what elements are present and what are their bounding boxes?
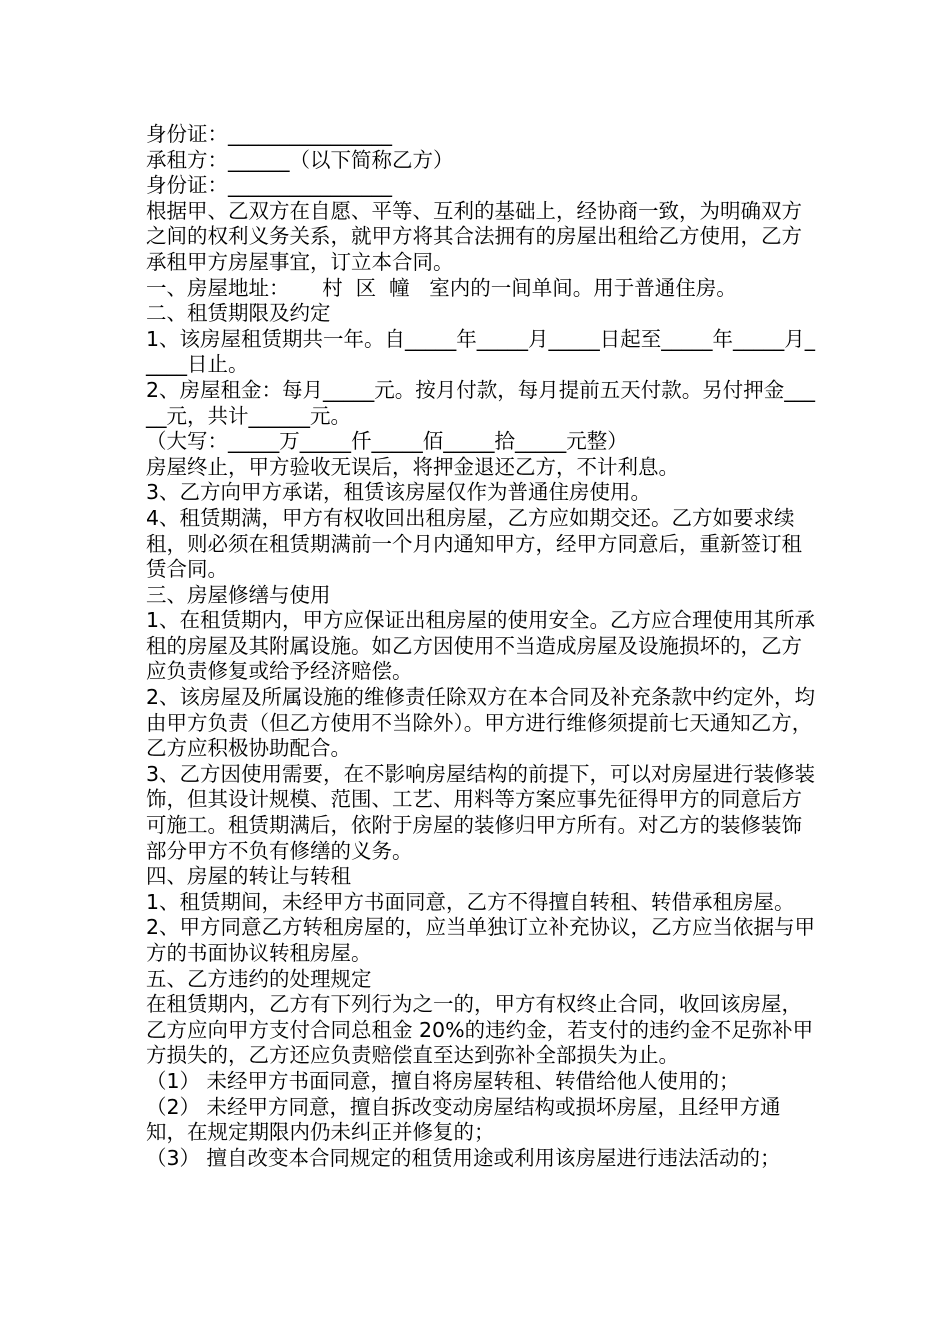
id-card-line-lessor: 身份证：________________	[146, 122, 392, 146]
section-heading-address: 一、房屋地址： 村 区 幢 室内的一间单间。用于普通住房。	[146, 275, 737, 300]
clause-repair-2: 2、该房屋及所属设施的维修责任除双方在本合同及补充条款中约定外，均由甲方负责（但乙方使用不当除外）。甲方进行维修须提前七天通知乙方，乙方应积极协助配合。	[146, 685, 816, 761]
clause-term-period: 1、该房屋租赁期共一年。自_____年_____月_____日起至_____年_____月_____日止。	[146, 326, 816, 377]
clause-breach-intro: 在租赁期内，乙方有下列行为之一的，甲方有权终止合同，收回该房屋，乙方应向甲方支付合同总租金 20%的违约金，若支付的违约金不足弥补甲方损失的，乙方还应负责赔偿直至达到弥补全部损失为止。	[146, 992, 814, 1068]
section-heading-sublease: 四、房屋的转让与转租	[146, 864, 351, 889]
id-card-line-lessee: 身份证：________________	[146, 173, 392, 198]
clause-breach-item-1: （1） 未经甲方书面同意，擅自将房屋转租、转借给他人使用的；	[146, 1068, 740, 1093]
clause-lease-expiry: 4、租赁期满，甲方有权收回出租房屋，乙方应如期交还。乙方如要求续租，则必须在租赁期满前一个月内通知甲方，经甲方同意后，重新签订租赁合同。	[146, 505, 802, 582]
clause-deposit-return: 房屋终止，甲方验收无误后，将押金退还乙方，不计利息。	[146, 454, 679, 479]
clause-breach-item-3: （3） 擅自改变本合同规定的租赁用途或利用该房屋进行违法活动的；	[146, 1145, 781, 1170]
preamble-paragraph: 根据甲、乙双方在自愿、平等、互利的基础上，经协商一致，为明确双方之间的权利义务关系，就甲方将其合法拥有的房屋出租给乙方使用，乙方承租甲方房屋事宜，订立本合同。	[146, 198, 802, 274]
section-heading-breach: 五、乙方违约的处理规定	[146, 966, 372, 991]
clause-usage-promise: 3、乙方向甲方承诺，租赁该房屋仅作为普通住房使用。	[146, 480, 652, 505]
clause-breach-item-2: （2） 未经甲方同意，擅自拆改变动房屋结构或损坏房屋，且经甲方通知，在规定期限内仍未纠正并修复的；	[146, 1094, 781, 1145]
section-heading-term: 二、租赁期限及约定	[146, 301, 331, 326]
clause-repair-3: 3、乙方因使用需要，在不影响房屋结构的前提下，可以对房屋进行装修装饰，但其设计规模、范围、工艺、用料等方案应事先征得甲方的同意后方可施工。租赁期满后，依附于房屋的装修归甲方所有。对乙方的装修装饰部分甲方不负有修缮的义务。	[146, 761, 816, 863]
clause-repair-1: 1、在租赁期内，甲方应保证出租房屋的使用安全。乙方应合理使用其所承租的房屋及其附属设施。如乙方因使用不当造成房屋及设施损坏的，乙方应负责修复或给予经济赔偿。	[146, 608, 816, 684]
clause-rent: 2、房屋租金：每月_____元。按月付款，每月提前五天付款。另付押金_____元，共计______元。	[146, 377, 816, 428]
clause-rent-capital: （大写：_____万_____仟_____佰_____拾_____元整）	[146, 429, 628, 454]
clause-sublease-1: 1、租赁期间，未经甲方书面同意，乙方不得擅自转租、转借承租房屋。	[146, 889, 795, 914]
contract-page	[146, 122, 818, 1171]
lessee-line: 承租方：______（以下简称乙方）	[146, 147, 454, 172]
clause-sublease-2: 2、甲方同意乙方转租房屋的，应当单独订立补充协议，乙方应当依据与甲方的书面协议转租房屋。	[146, 915, 816, 965]
section-heading-repair: 三、房屋修缮与使用	[146, 582, 331, 607]
